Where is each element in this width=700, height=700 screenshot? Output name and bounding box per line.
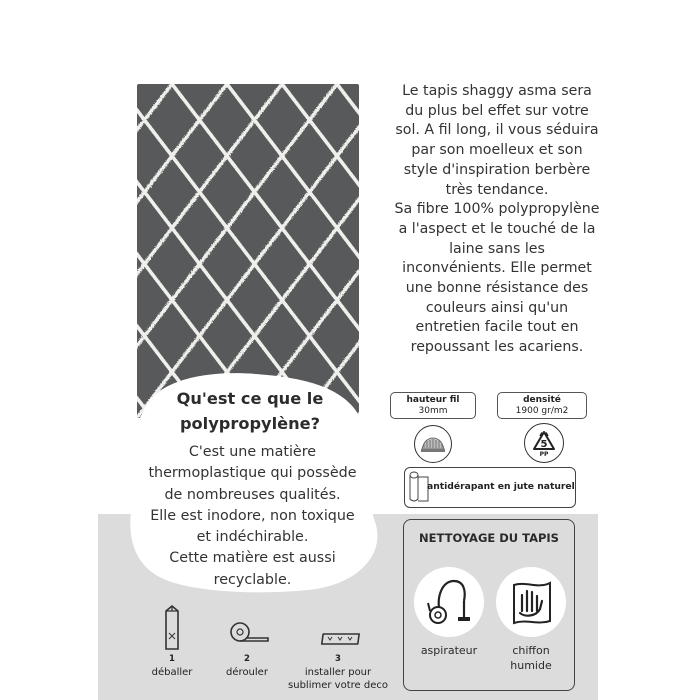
description-line: couleurs ainsi qu'un bbox=[425, 299, 569, 316]
text-line: Cette matière est aussi bbox=[169, 550, 336, 567]
description-line: entretien facile tout en bbox=[415, 319, 579, 336]
density-box bbox=[497, 392, 587, 419]
description-line: repoussant les acariens. bbox=[410, 339, 584, 356]
recycle-code: 5 bbox=[540, 439, 548, 450]
description-line: du plus bel effet sur votre bbox=[405, 102, 589, 119]
step-label bbox=[282, 666, 394, 692]
density-value: 1900 gr/m2 bbox=[515, 405, 569, 416]
step-label-line: sublimer votre deco bbox=[288, 680, 388, 691]
description-line: Le tapis shaggy asma sera bbox=[402, 83, 592, 99]
unbox-icon bbox=[160, 603, 184, 653]
description-line: une bonne résistance des bbox=[405, 280, 589, 297]
text-line: et indéchirable. bbox=[196, 529, 309, 546]
wet-cloth-icon bbox=[496, 567, 566, 637]
polypropylene-title bbox=[150, 386, 350, 436]
cloth-label-line: humide bbox=[510, 659, 552, 672]
vacuum-label-line: aspirateur bbox=[420, 644, 478, 657]
step-number: 1 bbox=[169, 654, 175, 664]
polypropylene-text bbox=[120, 442, 385, 591]
text-line: Elle est inodore, non toxique bbox=[150, 507, 355, 524]
product-description bbox=[372, 82, 622, 358]
vacuum-circle bbox=[414, 567, 484, 637]
cloth-label bbox=[496, 643, 566, 673]
description-line: Sa fibre 100% polypropylène bbox=[394, 201, 600, 218]
step-label: dérouler bbox=[226, 667, 268, 678]
description-line: style d'inspiration berbère bbox=[403, 161, 591, 178]
cloth-label-line: chiffon bbox=[512, 644, 550, 657]
antislip-label: antidérapant en jute naturel bbox=[427, 481, 575, 492]
vacuum-icon bbox=[414, 567, 484, 637]
recycle-icon bbox=[524, 423, 564, 463]
pile-quality-icon bbox=[414, 425, 452, 463]
step-number: 3 bbox=[335, 654, 341, 664]
vacuum-label bbox=[414, 643, 484, 658]
recycle-material: PP bbox=[539, 451, 549, 458]
pile-height-value: 30mm bbox=[418, 405, 448, 416]
text-line: thermoplastique qui possède bbox=[148, 465, 357, 482]
text-line: C'est une matière bbox=[188, 444, 317, 460]
install-icon bbox=[318, 628, 362, 650]
cleaning-title: NETTOYAGE DU TAPIS bbox=[419, 531, 559, 545]
description-line: très tendance. bbox=[445, 181, 549, 198]
step-label: déballer bbox=[151, 667, 193, 678]
description-line: laine sans les bbox=[449, 240, 545, 257]
description-line: a l'aspect et le touché de la bbox=[398, 220, 596, 237]
text-line: de nombreuses qualités. bbox=[164, 486, 341, 503]
pile-height-box bbox=[390, 392, 476, 419]
description-line: inconvénients. Elle permet bbox=[402, 260, 592, 277]
text-line: recyclable. bbox=[213, 571, 292, 588]
cloth-circle bbox=[496, 567, 566, 637]
unroll-icon bbox=[228, 618, 270, 646]
title-line: Qu'est ce que le bbox=[176, 389, 324, 408]
description-line: par son moelleux et son bbox=[411, 142, 583, 159]
pile-height-label: hauteur fil bbox=[406, 395, 460, 405]
step-label-line: installer pour bbox=[304, 667, 372, 678]
step-number: 2 bbox=[244, 654, 250, 664]
title-line: polypropylène? bbox=[179, 414, 321, 433]
description-line: sol. A fil long, il vous séduira bbox=[395, 122, 599, 139]
density-label: densité bbox=[523, 395, 561, 405]
